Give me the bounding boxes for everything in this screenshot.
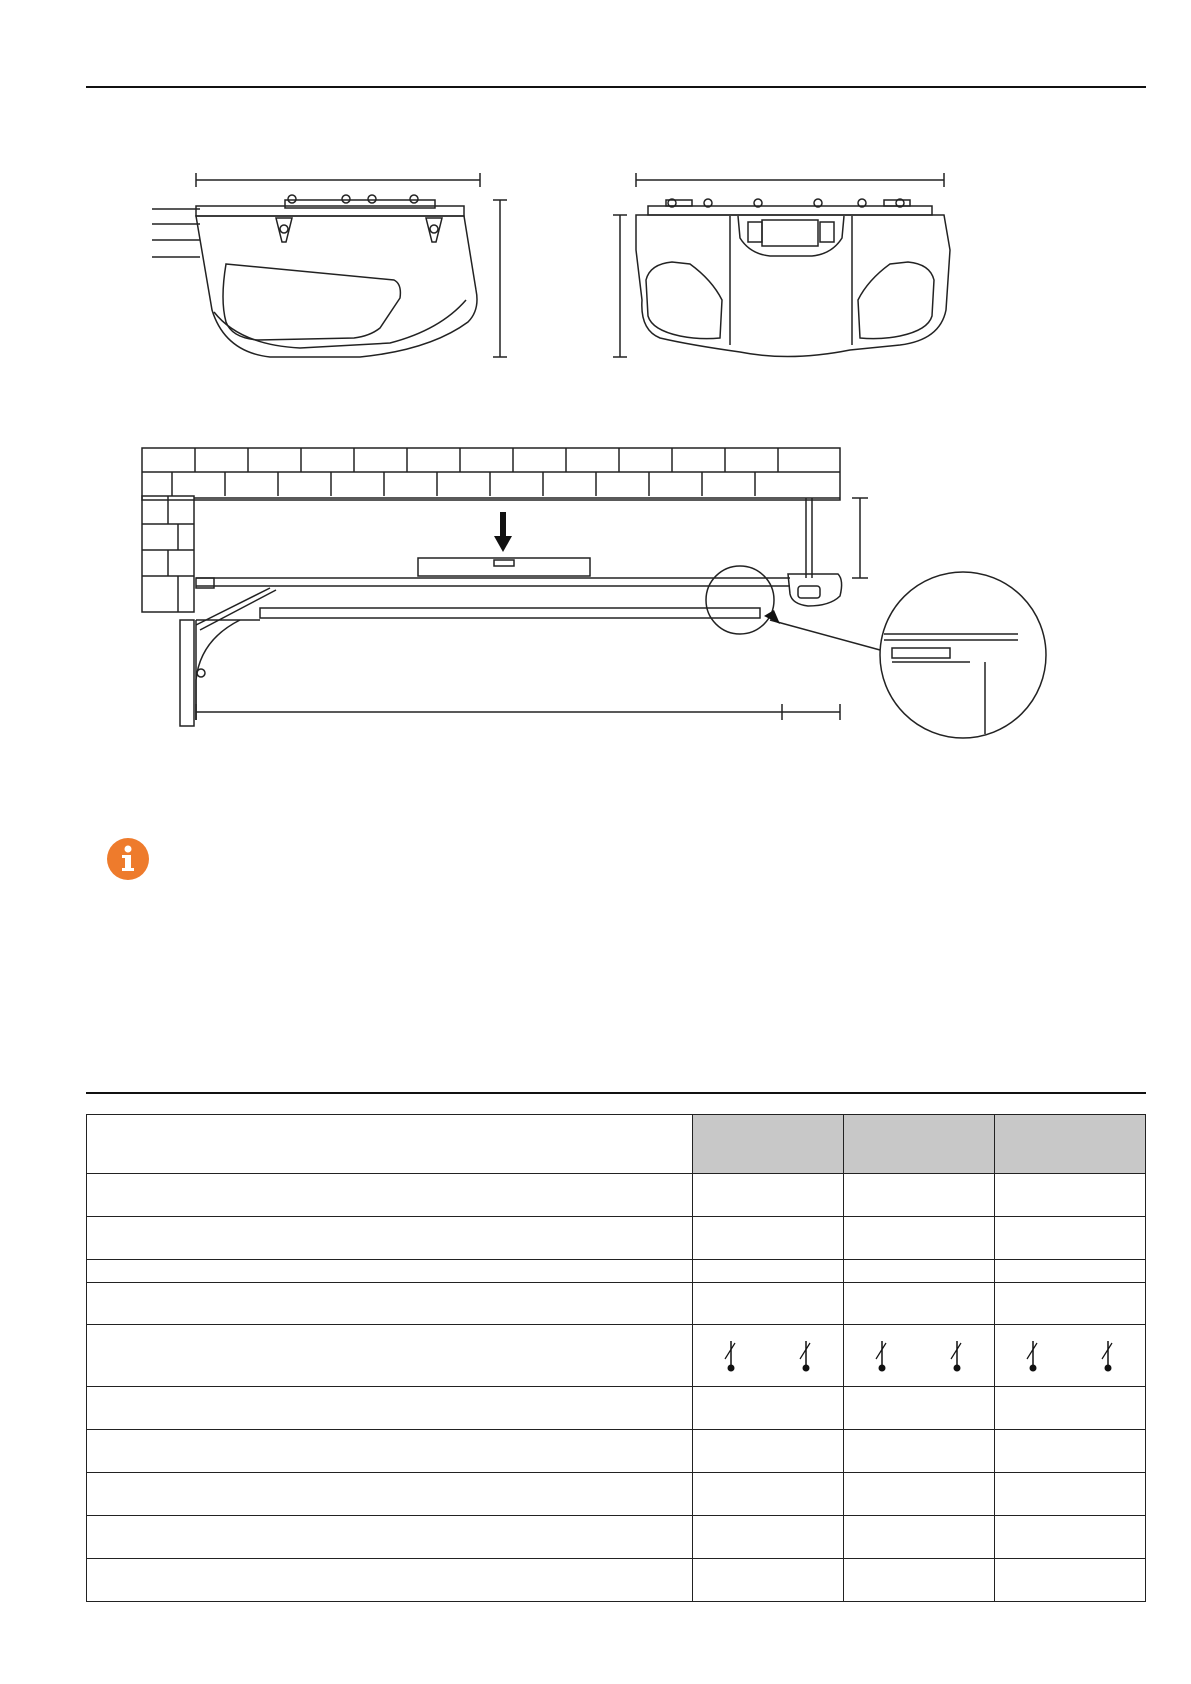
section-rule [86, 1092, 1146, 1094]
rail-detail-magnifier [0, 0, 1191, 760]
table-row [87, 1473, 1146, 1516]
table-cell [87, 1387, 693, 1430]
thermometer-icon [949, 1339, 965, 1373]
table-cell [995, 1387, 1146, 1430]
table-cell [844, 1217, 995, 1260]
thermometer-icon [1100, 1339, 1116, 1373]
table-cell [844, 1516, 995, 1559]
table-cell [693, 1283, 844, 1325]
table-cell [693, 1559, 844, 1602]
table-cell [693, 1174, 844, 1217]
table-row [87, 1516, 1146, 1559]
table-cell [87, 1260, 693, 1283]
thermometer-icon [1025, 1339, 1041, 1373]
info-icon [107, 838, 149, 880]
table-cell [844, 1559, 995, 1602]
table-cell [995, 1473, 1146, 1516]
table-cell [693, 1325, 844, 1387]
table-cell [995, 1217, 1146, 1260]
table-cell [844, 1387, 995, 1430]
table-cell [693, 1260, 844, 1283]
table-row [87, 1217, 1146, 1260]
model-column-header [844, 1115, 995, 1174]
table-cell [995, 1516, 1146, 1559]
table-cell [87, 1559, 693, 1602]
table-cell [995, 1559, 1146, 1602]
table-cell [844, 1325, 995, 1387]
table-cell [693, 1516, 844, 1559]
table-cell [693, 1387, 844, 1430]
temperature-row [87, 1325, 1146, 1387]
table-cell [87, 1325, 693, 1387]
model-column-header [693, 1115, 844, 1174]
table-cell [844, 1260, 995, 1283]
table-row [87, 1260, 1146, 1283]
table-cell [844, 1473, 995, 1516]
table-cell [995, 1174, 1146, 1217]
table-cell [87, 1217, 693, 1260]
table-cell [693, 1217, 844, 1260]
table-cell [995, 1283, 1146, 1325]
table-row [87, 1174, 1146, 1217]
table-cell [87, 1430, 693, 1473]
table-cell [995, 1260, 1146, 1283]
table-cell [844, 1283, 995, 1325]
table-cell [844, 1430, 995, 1473]
thermometer-icon [723, 1339, 739, 1373]
table-row [87, 1559, 1146, 1602]
table-cell [995, 1325, 1146, 1387]
table-row [87, 1283, 1146, 1325]
table-row [87, 1430, 1146, 1473]
thermometer-icon [798, 1339, 814, 1373]
table-cell [995, 1430, 1146, 1473]
table-row [87, 1387, 1146, 1430]
table-cell [693, 1473, 844, 1516]
table-cell [844, 1174, 995, 1217]
table-cell [87, 1283, 693, 1325]
table-header-row [87, 1115, 1146, 1174]
table-cell [87, 1473, 693, 1516]
thermometer-icon [874, 1339, 890, 1373]
specification-table [86, 1114, 1146, 1602]
model-column-header [995, 1115, 1146, 1174]
table-cell [693, 1430, 844, 1473]
table-cell [87, 1174, 693, 1217]
table-cell [87, 1115, 693, 1174]
table-cell [87, 1516, 693, 1559]
